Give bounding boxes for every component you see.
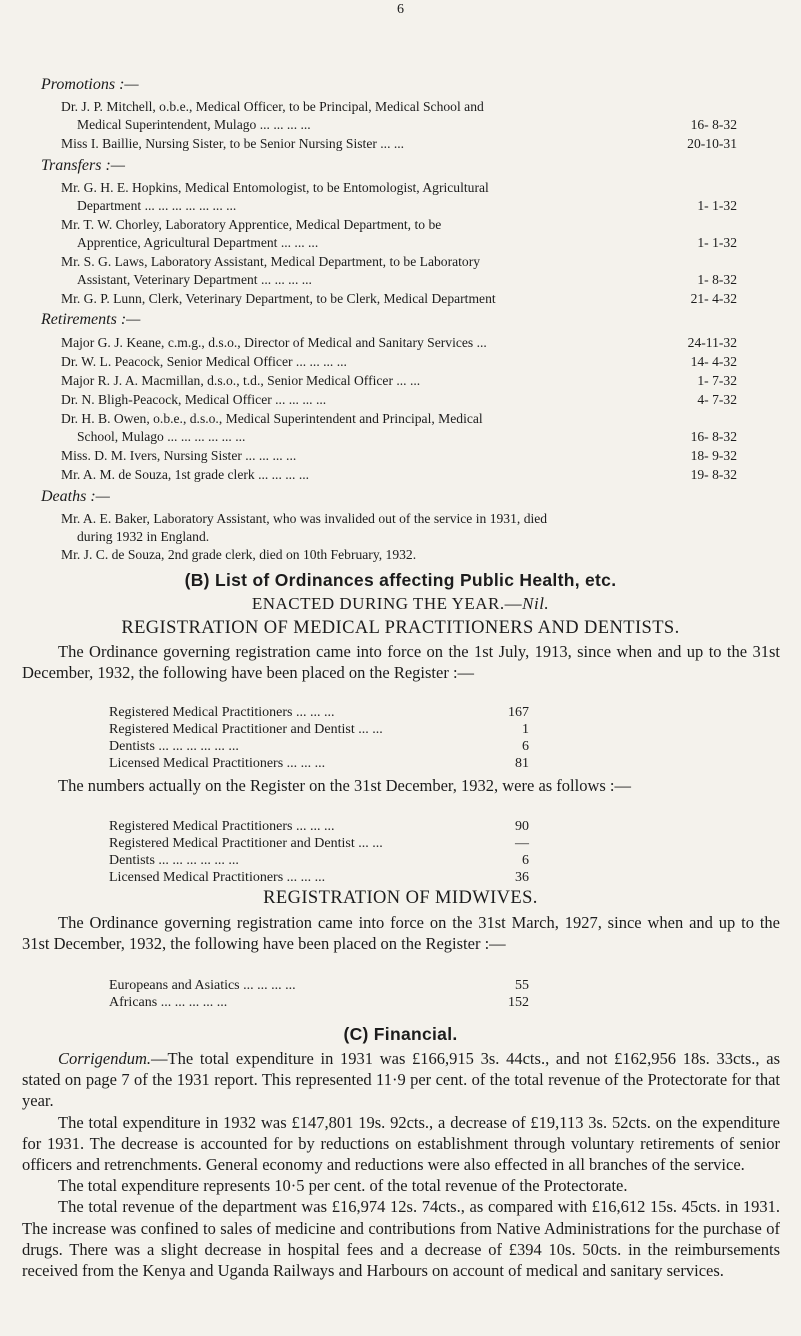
register-label: Europeans and Asiatics ... ... ... ... <box>109 978 296 993</box>
register-label: Registered Medical Practitioner and Dentist ... ... <box>109 836 383 851</box>
register-value: 1 <box>522 722 529 737</box>
register-row <box>109 704 529 721</box>
page-number: 6 <box>397 2 404 17</box>
entry-line: Dr. H. B. Owen, o.b.e., d.s.o., Medical Superintendent and Principal, Medical <box>61 411 483 426</box>
entry-line: Major R. J. A. Macmillan, d.s.o., t.d., Senior Medical Officer ... ... <box>61 373 421 388</box>
deaths-text <box>61 510 761 564</box>
registration-practitioners-heading: REGISTRATION OF MEDICAL PRACTITIONERS AND DENTISTS. <box>121 618 680 638</box>
entry-line: Apprentice, Agricultural Department ... ... ... <box>77 235 319 250</box>
entry-line: Dr. J. P. Mitchell, o.b.e., Medical Officer, to be Principal, Medical School and <box>61 99 484 114</box>
retirement-entry <box>61 391 737 409</box>
entry-line: School, Mulago ... ... ... ... ... ... <box>77 429 246 444</box>
corrigendum-text: —The total expenditure in 1931 was £166,915 3s. 44cts., and not £162,956 18s. 33cts., as stated on page 7 of the 1931 report. This represented 11·9 per cent. of the total revenue of the Protectorate for that year. <box>22 1049 780 1111</box>
entry-date: 19- 8-32 <box>690 467 737 482</box>
entry-line: Major G. J. Keane, c.m.g., d.s.o., Director of Medical and Sanitary Services ... <box>61 335 487 350</box>
entry-line: Dr. N. Bligh-Peacock, Medical Officer ... ... ... ... <box>61 392 327 407</box>
registration-actual-intro <box>22 775 780 817</box>
register-value: 81 <box>515 756 529 771</box>
transfer-entry <box>61 253 737 289</box>
register-value: 36 <box>515 870 529 885</box>
register-row <box>109 818 529 835</box>
register-label: Registered Medical Practitioner and Dentist ... ... <box>109 722 383 737</box>
register-value: 6 <box>522 853 529 868</box>
register-actual-list <box>109 818 529 886</box>
register-placed-list <box>109 704 529 772</box>
expenditure-percent-paragraph: The total expenditure represents 10·5 per cent. of the total revenue of the Protectorate. <box>58 1176 628 1196</box>
transfer-entry <box>61 216 737 252</box>
retirement-entry <box>61 466 737 484</box>
entry-date: 1- 7-32 <box>697 373 737 388</box>
entry-date: 4- 7-32 <box>697 392 737 407</box>
retirement-entry <box>61 410 737 446</box>
death-line: Mr. J. C. de Souza, 2nd grade clerk, died on 10th February, 1932. <box>61 547 417 562</box>
register-value: 90 <box>515 819 529 834</box>
register-row <box>109 835 529 852</box>
financial-text <box>22 1048 780 1333</box>
entry-date: 24-11-32 <box>687 335 737 350</box>
subheading-text: ENACTED DURING THE YEAR.— <box>251 594 523 613</box>
entry-date: 18- 9-32 <box>690 448 737 463</box>
register-value: — <box>515 836 529 851</box>
entry-line: Mr. G. H. E. Hopkins, Medical Entomologist, to be Entomologist, Agricultural <box>61 180 489 195</box>
register-label: Licensed Medical Practitioners ... ... ... <box>109 756 326 771</box>
registration-practitioners-intro <box>22 641 780 704</box>
register-row <box>109 994 529 1011</box>
entry-line: Miss I. Baillie, Nursing Sister, to be Senior Nursing Sister ... ... <box>61 136 405 151</box>
entry-line: Department ... ... ... ... ... ... ... <box>77 198 237 213</box>
entry-date: 21- 4-32 <box>690 291 737 306</box>
entry-line: Medical Superintendent, Mulago ... ... ... ... <box>77 117 311 132</box>
corrigendum-label: Corrigendum. <box>58 1049 152 1068</box>
entry-line: Mr. A. M. de Souza, 1st grade clerk ... ... ... ... <box>61 467 310 482</box>
entry-line: Miss. D. M. Ivers, Nursing Sister ... ... ... ... <box>61 448 297 463</box>
entry-line: Mr. T. W. Chorley, Laboratory Apprentice, Medical Department, to be <box>61 217 442 232</box>
entry-date: 1- 1-32 <box>697 235 737 250</box>
register-label: Dentists ... ... ... ... ... ... <box>109 853 239 868</box>
register-value: 6 <box>522 739 529 754</box>
register-row <box>109 738 529 755</box>
register-value: 167 <box>508 705 529 720</box>
entry-line: Mr. S. G. Laws, Laboratory Assistant, Medical Department, to be Laboratory <box>61 254 481 269</box>
entry-date: 20-10-31 <box>687 136 737 151</box>
register-value: 152 <box>508 995 529 1010</box>
retirement-entry <box>61 447 737 465</box>
entry-line: Dr. W. L. Peacock, Senior Medical Officer ... ... ... ... <box>61 354 347 369</box>
register-label: Africans ... ... ... ... ... <box>109 995 228 1010</box>
entry-date: 1- 1-32 <box>697 198 737 213</box>
promotion-entry <box>61 98 737 134</box>
register-label: Licensed Medical Practitioners ... ... ... <box>109 870 326 885</box>
transfer-entry <box>61 179 737 215</box>
register-row <box>109 721 529 738</box>
section-b-subheading <box>0 594 801 614</box>
entry-date: 14- 4-32 <box>690 354 737 369</box>
midwives-intro-paragraph: The Ordinance governing registration came into force on the 31st March, 1927, since when and up to the 31st December, 1932, the following have been placed on the Register :— <box>22 913 780 953</box>
actual-intro-paragraph: The numbers actually on the Register on the 31st December, 1932, were as follows :— <box>58 776 632 795</box>
register-label: Dentists ... ... ... ... ... ... <box>109 739 239 754</box>
transfer-entry <box>61 290 737 308</box>
register-label: Registered Medical Practitioners ... ... ... <box>109 819 335 834</box>
promotion-entry <box>61 135 737 153</box>
registration-midwives-heading: REGISTRATION OF MIDWIVES. <box>263 888 538 908</box>
retirement-entry <box>61 372 737 390</box>
intro-paragraph: The Ordinance governing registration came into force on the 1st July, 1913, since when and up to the 31st December, 1932, the following have been placed on the Register :— <box>22 642 780 682</box>
register-row <box>109 869 529 886</box>
midwives-list <box>109 977 529 1011</box>
retirement-entry <box>61 353 737 371</box>
death-line: Mr. A. E. Baker, Laboratory Assistant, who was invalided out of the service in 1931, died <box>61 511 548 526</box>
section-b-heading: (B) List of Ordinances affecting Public Health, etc. <box>184 570 617 590</box>
expenditure-paragraph: The total expenditure in 1932 was £147,801 19s. 92cts., a decrease of £19,113 3s. 52cts. on the expenditure for 1931. The decrease is accounted for by reductions on establishment through voluntary retirements of senior officers and retrenchments. General economy and reductions were also effected in all branches of the service. <box>22 1112 780 1175</box>
section-c-heading: (C) Financial. <box>343 1024 458 1044</box>
entry-line: Mr. G. P. Lunn, Clerk, Veterinary Department, to be Clerk, Medical Department <box>61 291 496 306</box>
deaths-heading: Deaths :— <box>41 488 110 505</box>
entry-date: 16- 8-32 <box>690 117 737 132</box>
register-label: Registered Medical Practitioners ... ... ... <box>109 705 335 720</box>
registration-midwives-intro <box>22 912 780 975</box>
register-row <box>109 977 529 994</box>
revenue-paragraph: The total revenue of the department was £16,974 12s. 74cts., as compared with £16,612 15s. 45cts. in 1931. The increase was confined to sales of medicine and contributions from Native Administrations for the purchase of drugs. There was a slight decrease in hospital fees and a decrease of £394 10s. 50cts. in the reimbursements received from the Kenya and Uganda Railways and Harbours on account of medical and sanitary services. <box>22 1197 780 1281</box>
entry-line: Assistant, Veterinary Department ... ... ... ... <box>77 272 312 287</box>
death-line: during 1932 in England. <box>77 529 210 544</box>
register-value: 55 <box>515 978 529 993</box>
promotions-heading: Promotions :— <box>41 76 139 93</box>
register-row <box>109 755 529 772</box>
register-row <box>109 852 529 869</box>
subheading-nil: Nil. <box>522 594 550 613</box>
retirements-heading: Retirements :— <box>41 311 141 328</box>
entry-date: 16- 8-32 <box>690 429 737 444</box>
entry-date: 1- 8-32 <box>697 272 737 287</box>
corrigendum-paragraph <box>22 1048 780 1112</box>
transfers-heading: Transfers :— <box>41 157 126 174</box>
retirement-entry <box>61 334 737 352</box>
